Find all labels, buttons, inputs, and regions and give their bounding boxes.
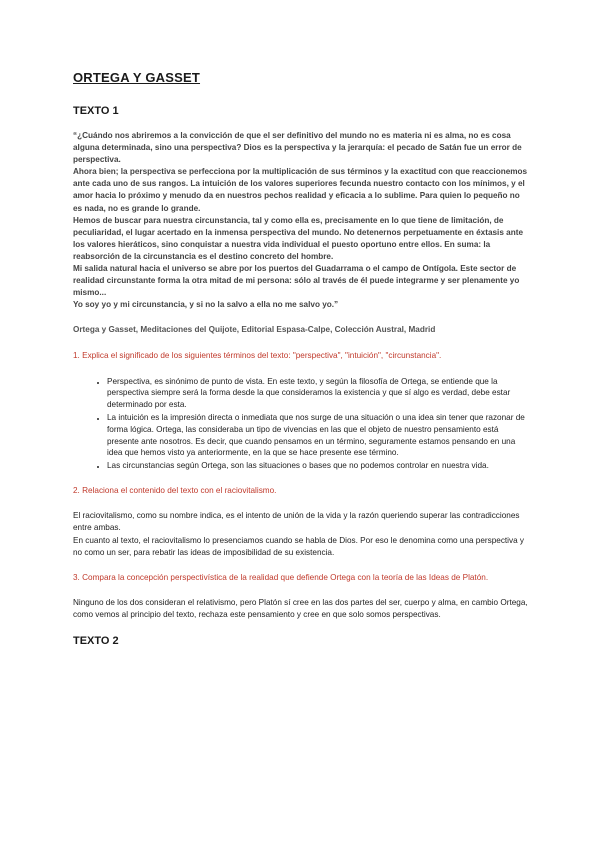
answer-1-list bbox=[73, 376, 530, 472]
answer-2 bbox=[73, 510, 530, 559]
answer-paragraph: El raciovitalismo, como su nombre indica, es el intento de unión de la vida y la razón queriendo superar las contradicciones entre ambas. bbox=[73, 511, 520, 533]
quote-block bbox=[73, 130, 530, 311]
question-2: 2. Relaciona el contenido del texto con el raciovitalismo. bbox=[73, 485, 277, 495]
quote-paragraph: Mi salida natural hacia el universo se abre por los puertos del Guadarrama o el campo de Ontígola. Este sector de realidad circunstante forma la otra mitad de mi persona: sólo al través de él puede integrarme y ser plenamente yo mismo... bbox=[73, 264, 520, 298]
document-title: ORTEGA Y GASSET bbox=[73, 70, 201, 85]
text2-heading: TEXTO 2 bbox=[73, 634, 119, 647]
question-1: 1. Explica el significado de los siguientes términos del texto: "perspectiva", "intuición", "circunstancia". bbox=[73, 351, 442, 361]
list-item: • Las circunstancias según Ortega, son las situaciones o bases que no podemos controlar en nuestra vida. bbox=[107, 460, 530, 472]
list-item: • Perspectiva, es sinónimo de punto de vista. En este texto, y según la filosofía de Ortega, se entiende que la perspectiva siempre será la forma desde la que consideramos la existencia y que sí algo es verdad, debe estar determinado por esta. bbox=[107, 376, 530, 411]
quote-paragraph: “¿Cuándo nos abriremos a la convicción de que el ser definitivo del mundo no es materia ni es alma, no es cosa alguna determinada, sino una perspectiva? Dios es la perspectiva y la jerarquía: el pecado de Satán fue un error de perspectiva. bbox=[73, 131, 522, 165]
quote-paragraph: Yo soy yo y mi circunstancia, y si no la salvo a ella no me salvo yo.” bbox=[73, 300, 339, 310]
quote-source: Ortega y Gasset, Meditaciones del Quijote, Editorial Espasa-Calpe, Colección Austral, Madrid bbox=[73, 325, 436, 335]
list-item: • La intuición es la impresión directa o inmediata que nos surge de una situación o una idea sin tener que razonar de forma lógica. Ortega, las consideraba un tipo de vivencias en las que el objeto de nuestro pensamiento está presente ante nosotros. Es decir, que cuando pensamos en un término, seguramente estamos pensando en una idea que hemos visto ya anteriormente, en la que se hace presente ese término. bbox=[107, 412, 530, 459]
answer-paragraph: En cuanto al texto, el raciovitalismo lo presenciamos cuando se habla de Dios. Por eso le denomina como una perspectiva y no como un ser, para rebatir las ideas de imposibilidad de su existencia. bbox=[73, 535, 525, 557]
answer-3 bbox=[73, 597, 530, 621]
quote-paragraph: Ahora bien; la perspectiva se perfecciona por la multiplicación de sus términos y la exactitud con que reaccionemos ante cada uno de sus rangos. La intuición de los valores superiores fecunda nuestro contacto con los mínimos, y el amor hacia lo próximo y menudo da en nuestros pechos realidad y eficacia a lo sublime. Para quien lo pequeño no es nada, no es grande lo grande. bbox=[73, 167, 528, 213]
text1-heading: TEXTO 1 bbox=[73, 105, 119, 117]
answer-paragraph: Ninguno de los dos consideran el relativismo, pero Platón sí cree en las dos partes del ser, cuerpo y alma, en cambio Ortega, como vemos al principio del texto, rechaza este pensamiento y cree en que solo somos perspectivas. bbox=[73, 598, 528, 620]
question-3: 3. Compara la concepción perspectivística de la realidad que defiende Ortega con la teoría de las Ideas de Platón. bbox=[73, 573, 489, 582]
quote-paragraph: Hemos de buscar para nuestra circunstancia, tal y como ella es, precisamente en lo que tiene de limitación, de peculiaridad, el lugar acertado en la inmensa perspectiva del mundo. No detenernos perpetuamente en éxtasis ante los valores hieráticos, sino conquistar a nuestra vida individual el puesto oportuno entre ellos. En suma: la reabsorción de la circunstancia es el destino concreto del hombre. bbox=[73, 215, 523, 261]
